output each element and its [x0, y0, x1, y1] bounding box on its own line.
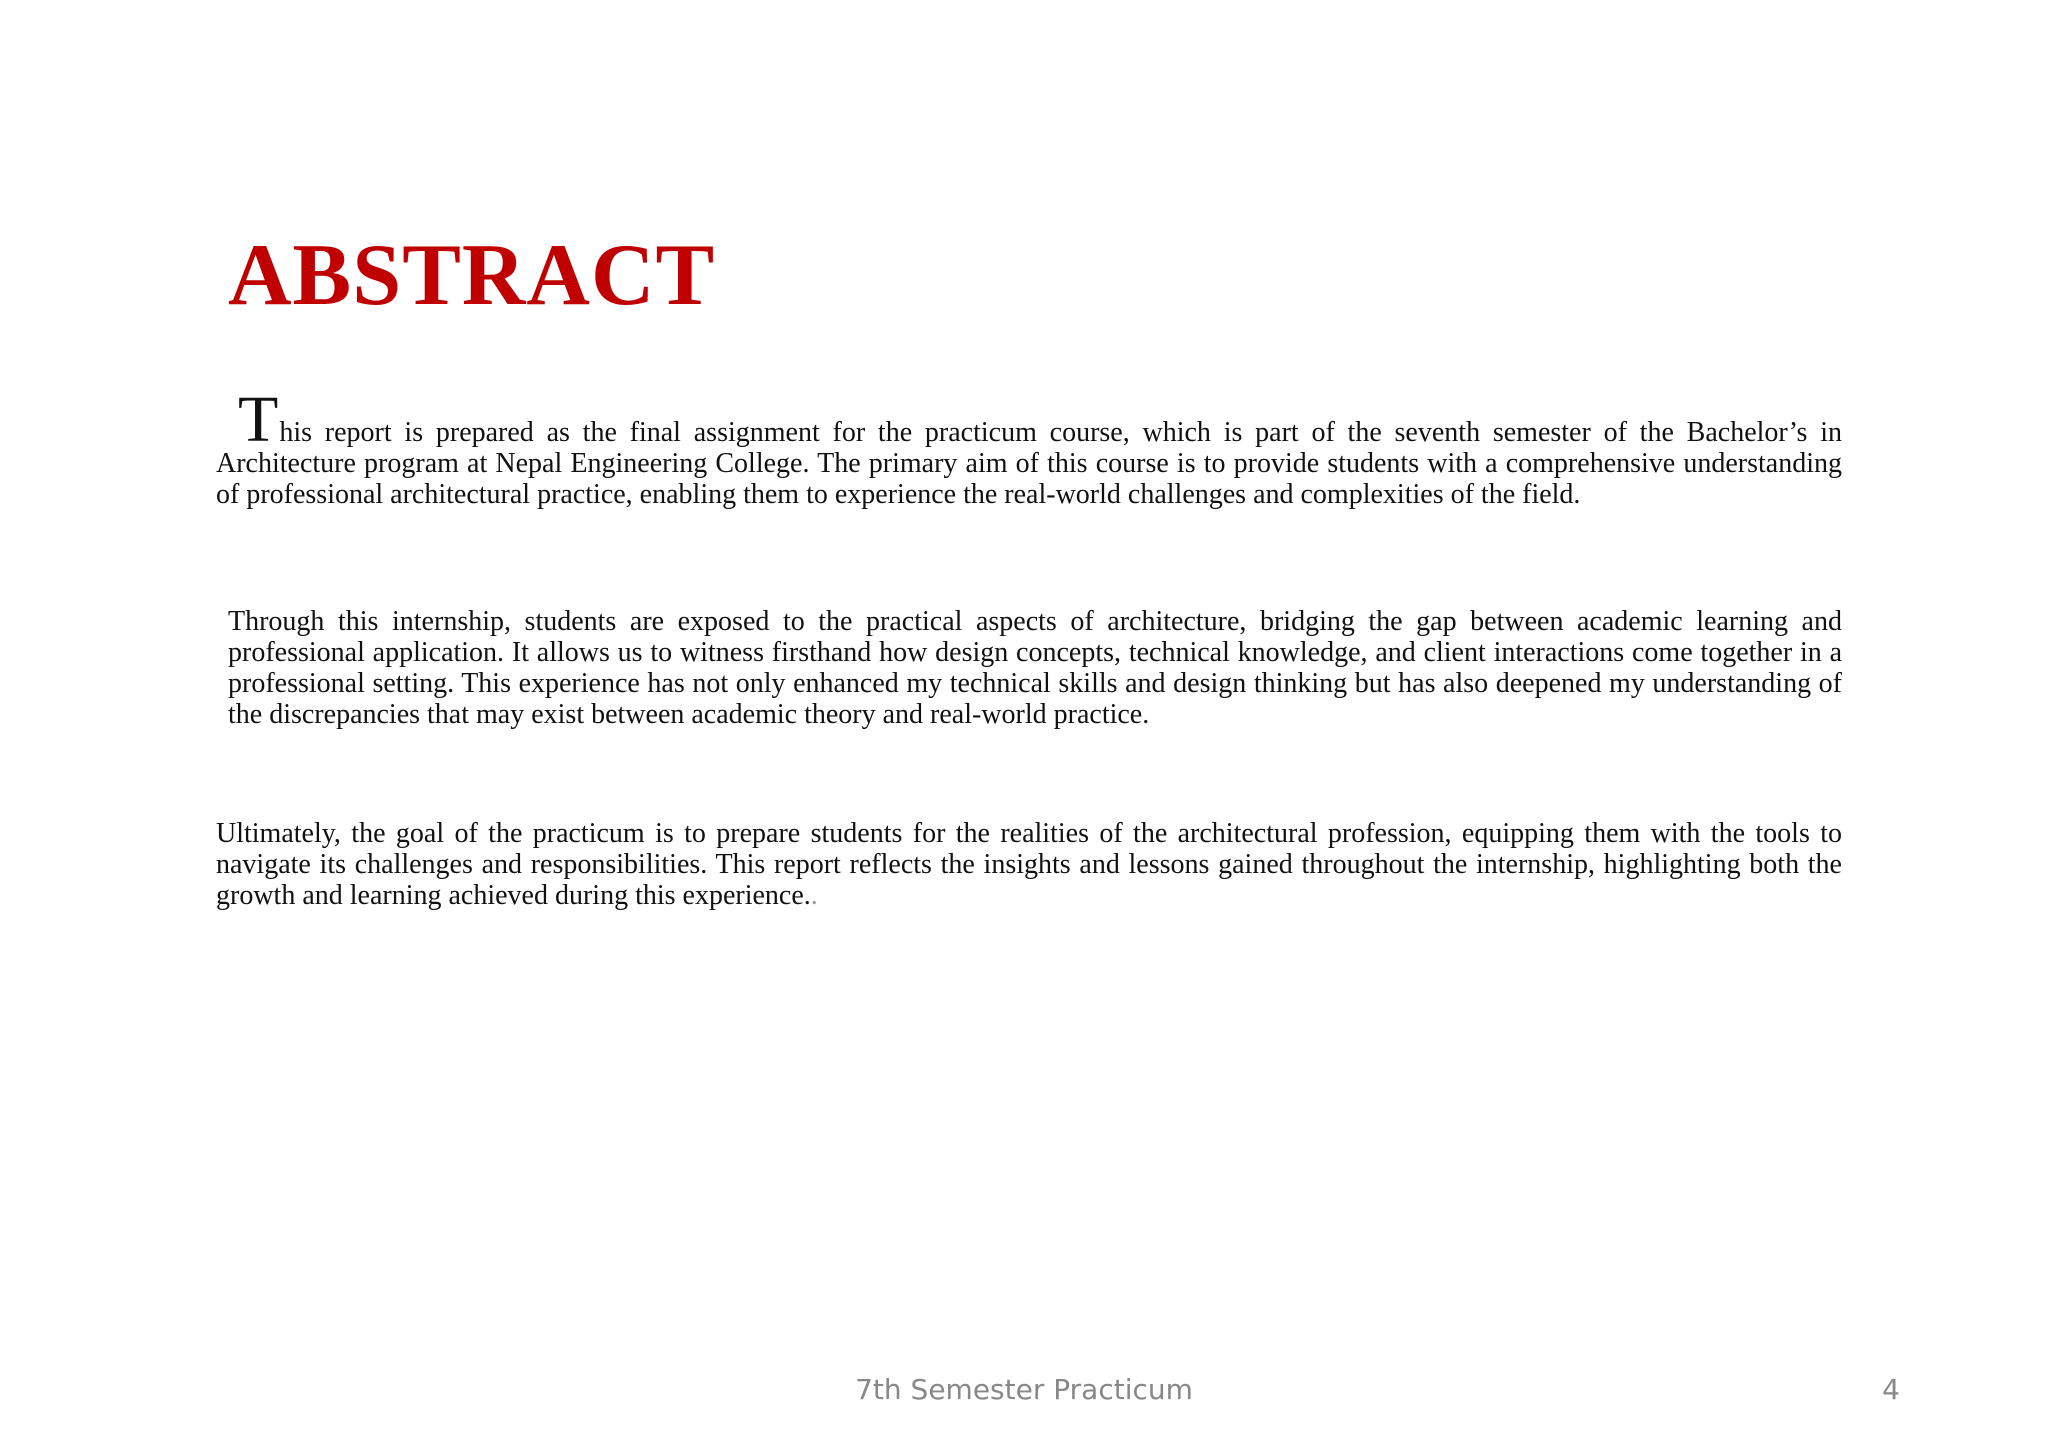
page-title: ABSTRACT — [228, 227, 716, 324]
paragraph-2-text: Through this internship, students are exposed to the practical aspects of architecture, bridging the gap between academic learning and professional application. It allows us to witness firsthand how design concepts, technical knowledge, and client interactions come together in a professional setting. This experience has not only enhanced my technical skills and design thinking but has also deepened my understanding of the discrepancies that may exist between academic theory and real-world practice. — [228, 606, 1842, 730]
paragraph-3-text: Ultimately, the goal of the practicum is to prepare students for the realities of the architectural profession, equipping them with the tools to navigate its challenges and responsibilities. This report reflects the insights and lessons gained throughout the internship, highlighting both the growth and learning achieved during this experience. — [216, 818, 1842, 911]
footer-page-number: 4 — [1882, 1373, 1900, 1406]
abstract-paragraph-2 — [216, 606, 1842, 730]
paragraph-3-trailing-dot: . — [810, 880, 818, 911]
abstract-paragraph-1 — [216, 383, 1842, 510]
footer-course-title: 7th Semester Practicum — [855, 1373, 1193, 1406]
abstract-paragraph-3 — [216, 818, 1842, 911]
paragraph-1-text: his report is prepared as the final assignment for the practicum course, which is part of the seventh semester of the Bachelor’s in Architecture program at Nepal Engineering College. The primary aim of this course is to provide students with a comprehensive understanding of professional architectural practice, enabling them to experience the real-world challenges and complexities of the field. — [216, 417, 1842, 510]
drop-cap-letter: T — [238, 383, 279, 456]
